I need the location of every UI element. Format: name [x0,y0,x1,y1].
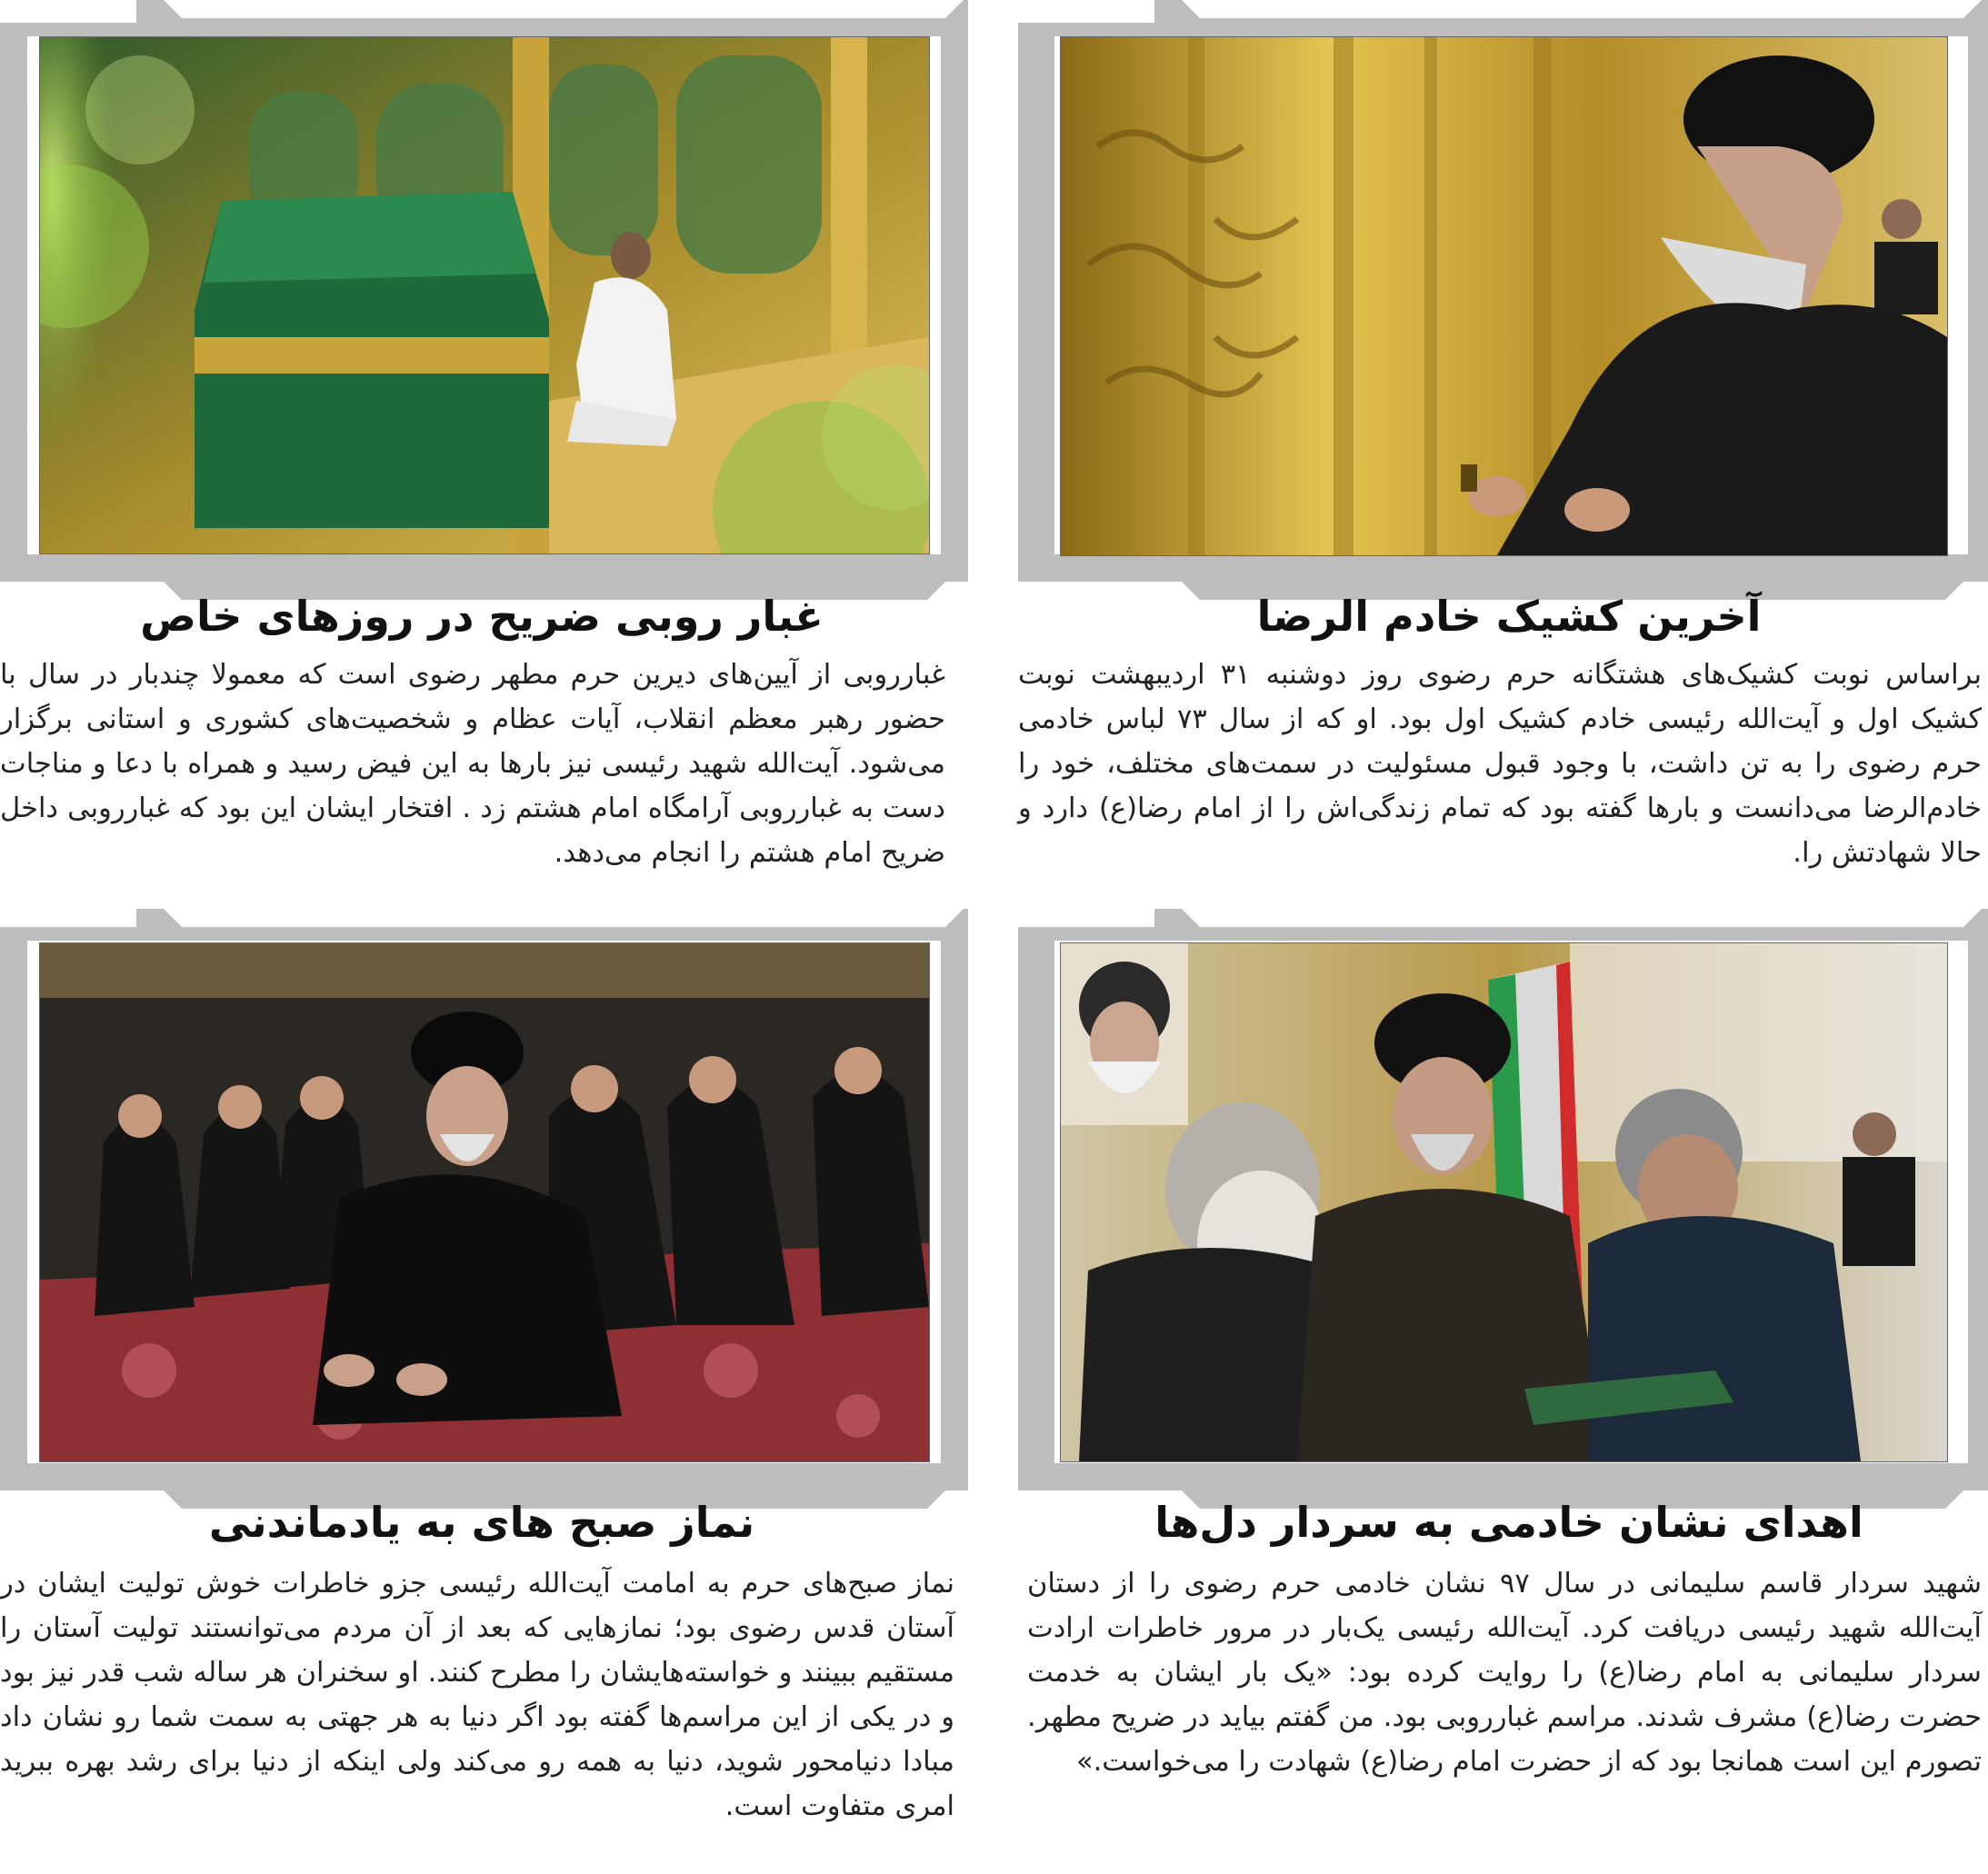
photo-last-shift [1060,36,1948,556]
photo-shrine-dusting [39,36,930,554]
body-morning-prayer: نماز صبح‌های حرم به امامت آیت‌الله رئیسی جزو خاطرات خوش تولیت ایشان در آستان قدس رضوی بود؛ نمازهایی که بعد از آن مردم می‌توانستند تولیت آستان را مستقیم ببینند و خواسته‌هایشان را مطرح کنند. او سخنران هر ساله شب قدر نیز بود و در یکی از این مراسم‌ها گفته بود اگر دنیا به هر جهتی به سمت شما رو نشان داد مبادا دنیامحور شوید، دنیا به همه رو می‌کند ولی اینکه از دنیا برای رشد بهره ببرید امری متفاوت است. [0,1568,954,1822]
body-shrine-dusting: غبارروبی از آیین‌های دیرین حرم مطهر رضوی است که معمولا چندبار در سال با حضور رهبر معظم انقلاب، آیات عظام و شخصیت‌های کشوری و استانی برگزار می‌شود. آیت‌الله شهید رئیسی نیز بارها به این فیض رسید و همراه با دعا و مناجات دست به غبارروبی آرامگاه امام هشتم زد . افتخار ایشان این بود که غبارروبی داخل ضریح امام هشتم را انجام می‌دهد. [0,659,945,869]
photo-badge-award [1060,942,1948,1462]
headline-last-shift: آخرین کشیک خادم الرضا [1256,592,1762,641]
headline-shrine-dusting: غبار روبی ضریح در روزهای خاص [140,592,824,641]
headline-badge-award: اهدای نشان خادمی به سردار دل‌ها [1154,1498,1863,1547]
photo-morning-prayer [39,942,930,1462]
headline-morning-prayer: نماز صبح های به یادماندنی [208,1498,755,1547]
body-last-shift: براساس نوبت کشیک‌های هشتگانه حرم رضوی روز دوشنبه ۳۱ اردیبهشت نوبت کشیک اول و آیت‌الله رئیسی خادم کشیک اول بود. او که از سال ۷۳ لباس خادمی حرم رضوی را به تن داشت، با وجود قبول مسئولیت در سمت‌های مختلف، خود را خادم‌الرضا می‌دانست و بارها گفته بود که تمام زندگی‌اش را از امام رضا(ع) دارد و حالا شهادتش را. [1018,659,1982,869]
body-badge-award: شهید سردار قاسم سلیمانی در سال ۹۷ نشان خادمی حرم رضوی را از دستان آیت‌الله شهید رئیسی دریافت کرد. آیت‌الله رئیسی یک‌بار در مرور خاطرات ارادت سردار سلیمانی به امام رضا(ع) را روایت کرده بود: «یک بار ایشان به خدمت حضرت رضا(ع) مشرف شدند. مراسم غبارروبی بود. من گفتم بیاید در ضریح مطهر. تصورم این است همانجا بود که از حضرت امام رضا(ع) شهادت را می‌خواست.» [1027,1568,1983,1778]
